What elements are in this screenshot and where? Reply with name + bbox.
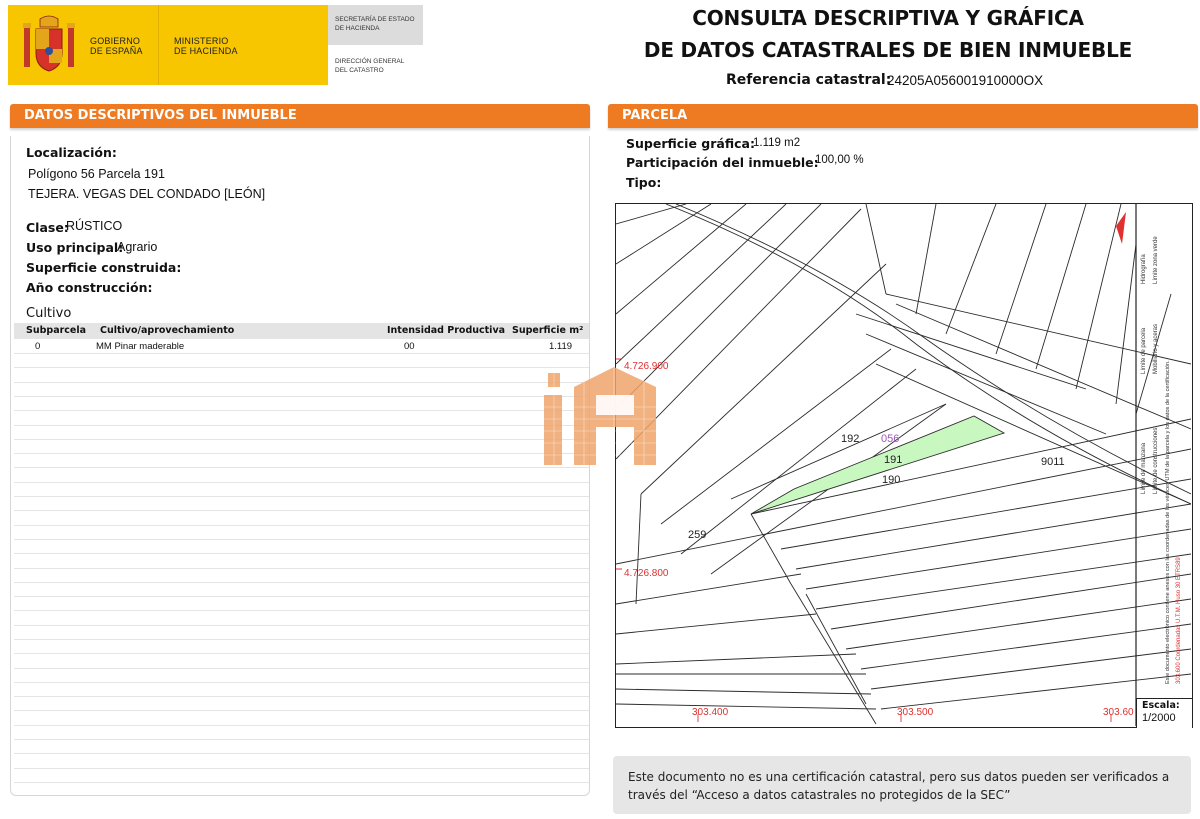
table-row-line	[14, 496, 589, 497]
legend-zona-verde: Límite zona verde	[1153, 236, 1159, 284]
table-row-line	[14, 582, 589, 583]
legend-limite-parcela: Límite de parcela	[1141, 327, 1147, 374]
uso-principal-label: Uso principal:	[26, 240, 124, 255]
table-row-line	[14, 367, 589, 368]
table-row-line	[14, 725, 589, 726]
legend-hidrografia: Hidrografía	[1141, 254, 1147, 284]
polygon-label-056: 056	[881, 433, 900, 445]
section-title-bold: INMUEBLE	[221, 108, 297, 123]
uso-principal-value: Agrario	[117, 240, 158, 254]
gobierno-label: GOBIERNO DE ESPAÑA	[90, 36, 143, 56]
row0-superficie: 1.119	[549, 341, 573, 352]
table-row-line	[14, 610, 589, 611]
anio-construccion-label: Año construcción:	[26, 280, 153, 295]
section-title-prefix: DATOS DESCRIPTIVOS DEL	[24, 108, 222, 123]
table-row-line	[14, 410, 589, 411]
ministerio-label: MINISTERIO DE HACIENDA	[174, 36, 238, 56]
col-cultivo: Cultivo/aprovechamiento	[100, 325, 235, 336]
table-row-line	[14, 439, 589, 440]
table-row-line	[14, 653, 589, 654]
datos-descriptivos-header	[10, 104, 590, 128]
table-row-line	[14, 753, 589, 754]
scale-value: 1/2000	[1142, 712, 1176, 724]
secretaria-label: SECRETARÍA DE ESTADO DE HACIENDA	[335, 16, 415, 32]
table-row-line	[14, 525, 589, 526]
tipo-label: Tipo:	[626, 175, 662, 190]
localizacion-label: Localización:	[26, 145, 117, 160]
legend-construcciones: Límite de construcciones	[1153, 427, 1159, 494]
cadastral-map[interactable]	[615, 203, 1193, 728]
legend-mobiliario: Mobiliario y aceras	[1153, 323, 1159, 374]
table-row-line	[14, 639, 589, 640]
parcel-191-highlight[interactable]	[751, 416, 1004, 514]
table-row-line	[14, 467, 589, 468]
legend-note: Este documento electrónico contiene anexos con las coordenadas de los vértices UTM de la parcela y los datos de la certificación.	[1165, 360, 1171, 684]
table-row-line	[14, 739, 589, 740]
table-row-line	[14, 710, 589, 711]
parcel-label-191: 191	[884, 454, 903, 466]
legend-coord-system: 303.600 Coordenadas U.T.M. Huso 30 ETRS89	[1176, 557, 1182, 684]
table-row-line	[14, 768, 589, 769]
coord-x-label-1: 303.400	[692, 707, 729, 718]
ref-catastral-value: 24205A056001910000OX	[887, 73, 1044, 88]
table-row-line	[14, 396, 589, 397]
parcel-label-9011: 9011	[1041, 456, 1065, 468]
cultivo-title: Cultivo	[26, 306, 72, 321]
ref-catastral-label: Referencia catastral:	[726, 72, 892, 88]
superficie-construida-label: Superficie construida:	[26, 260, 182, 275]
table-row-line	[14, 482, 589, 483]
government-logo-band	[8, 5, 328, 85]
clase-label: Clase:	[26, 220, 69, 235]
participacion-label: Participación del inmueble:	[626, 155, 819, 170]
coat-of-arms-icon	[22, 15, 76, 77]
localizacion-line1: Polígono 56 Parcela 191	[28, 167, 165, 181]
participacion-value: 100,00 %	[815, 154, 864, 166]
col-intensidad: Intensidad Productiva	[387, 325, 506, 336]
table-row-line	[14, 596, 589, 597]
parcel-label-192: 192	[841, 433, 860, 445]
table-row-line	[14, 682, 589, 683]
table-row-line	[14, 353, 589, 354]
scale-box	[1136, 698, 1192, 728]
clase-value: RÚSTICO	[66, 219, 123, 233]
coord-y-label-2: 4.726.800	[624, 568, 669, 579]
verification-note: Este documento no es una certificación catastral, pero sus datos pueden ser verificados a través del “Acceso a datos catastrales no protegidos de la SEC”	[628, 770, 1170, 802]
parcel-label-190: 190	[882, 474, 901, 486]
coord-x-label-2: 303.500	[897, 707, 934, 718]
superficie-grafica-label: Superficie gráfica:	[626, 136, 755, 151]
coord-x-label-3: 303.60	[1103, 707, 1134, 718]
table-row-line	[14, 382, 589, 383]
parcela-header: PARCELA	[608, 104, 1198, 128]
table-row-line	[14, 668, 589, 669]
table-row-line	[14, 782, 589, 783]
col-subparcela: Subparcela	[26, 325, 87, 336]
table-row-line	[14, 425, 589, 426]
table-row-line	[14, 453, 589, 454]
parcel-label-259: 259	[688, 529, 707, 541]
watermark-logo-icon	[544, 367, 656, 465]
coord-y-label-1: 4.726.900	[624, 361, 669, 372]
legend-manzana: Límite de manzana	[1141, 442, 1147, 494]
localizacion-line2: TEJERA. VEGAS DEL CONDADO [LEÓN]	[28, 187, 266, 201]
superficie-grafica-value: 1.119 m2	[753, 137, 801, 149]
direccion-label: DIRECCIÓN GENERAL DEL CATASTRO	[335, 58, 405, 74]
table-row-line	[14, 625, 589, 626]
col-superficie: Superficie m²	[512, 325, 584, 336]
cadastral-map-drawing	[616, 204, 1191, 726]
scale-label: Escala:	[1142, 700, 1180, 711]
table-row-line	[14, 539, 589, 540]
row0-cultivo: MM Pinar maderable	[96, 341, 185, 352]
row0-subparcela: 0	[35, 341, 41, 352]
table-row-line	[14, 696, 589, 697]
document-title-line1: CONSULTA DESCRIPTIVA Y GRÁFICA	[692, 6, 1084, 30]
row0-intensidad: 00	[404, 341, 415, 352]
table-row-line	[14, 568, 589, 569]
table-row-line	[14, 553, 589, 554]
datos-descriptivos-panel	[10, 136, 590, 796]
table-row-line	[14, 510, 589, 511]
document-title-line2: DE DATOS CATASTRALES DE BIEN INMUEBLE	[643, 38, 1133, 62]
